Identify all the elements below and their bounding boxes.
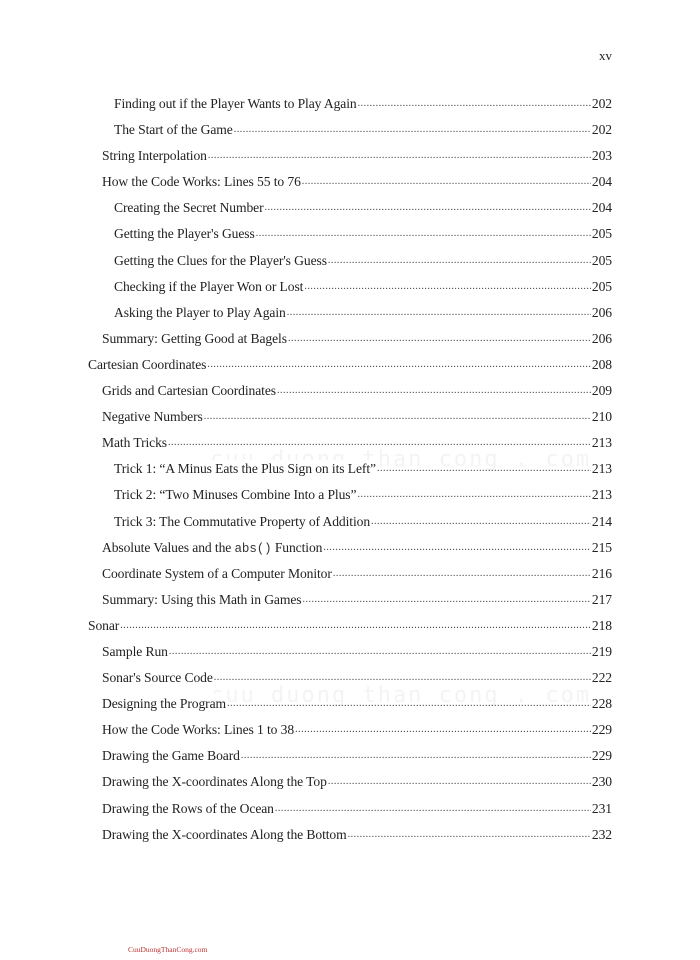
toc-entry-page: 209 xyxy=(591,383,612,399)
toc-entry[interactable] xyxy=(88,800,612,826)
title-text: Function xyxy=(271,539,323,555)
toc-entry[interactable] xyxy=(88,225,612,251)
toc-entry-title: Grids and Cartesian Coordinates xyxy=(102,382,277,408)
toc-entry-page: 217 xyxy=(591,591,612,607)
toc-entry-title xyxy=(102,539,323,565)
toc-entry[interactable] xyxy=(88,617,612,643)
dot-leader xyxy=(207,356,591,382)
toc-entry-title: Trick 1: “A Minus Eats the Plus Sign on its Left” xyxy=(114,460,377,486)
toc-entry-title: Sonar xyxy=(88,617,120,643)
toc-entry[interactable] xyxy=(88,304,612,330)
toc-entry-page: 216 xyxy=(591,565,612,581)
toc-entry-title: Coordinate System of a Computer Monitor xyxy=(102,565,333,591)
toc-entry-page: 210 xyxy=(591,409,612,425)
dot-leader xyxy=(204,408,591,434)
toc-entry[interactable] xyxy=(88,669,612,695)
dot-leader xyxy=(328,252,591,278)
toc-entry-page: 218 xyxy=(591,617,612,633)
toc-entry-page: 202 xyxy=(591,96,612,111)
footer-source: CuuDuongThanCong.com xyxy=(128,945,208,954)
toc-entry-title: Drawing the Rows of the Ocean xyxy=(102,800,275,826)
toc-entry-page: 205 xyxy=(591,252,612,268)
dot-leader xyxy=(277,382,591,408)
toc-entry[interactable] xyxy=(88,173,612,199)
dot-leader xyxy=(227,695,591,721)
toc-entry-title: The Start of the Game xyxy=(114,121,234,147)
toc-entry-page: 213 xyxy=(591,461,612,477)
toc-entry-page: 213 xyxy=(591,435,612,451)
toc-entry-title: Drawing the X-coordinates Along the Top xyxy=(102,773,328,799)
dot-leader xyxy=(358,95,591,121)
toc-entry[interactable] xyxy=(88,695,612,721)
toc-entry-title: Asking the Player to Play Again xyxy=(114,304,287,330)
toc-entry-title: Summary: Using this Math in Games xyxy=(102,591,302,617)
toc-entry-page: 231 xyxy=(591,800,612,816)
dot-leader xyxy=(120,617,591,643)
toc-entry[interactable] xyxy=(88,278,612,304)
toc-entry-page: 219 xyxy=(591,643,612,659)
dot-leader xyxy=(265,199,591,225)
toc-entry-page: 214 xyxy=(591,513,612,529)
dot-leader xyxy=(304,278,591,304)
dot-leader xyxy=(256,225,591,251)
table-of-contents xyxy=(88,95,612,852)
dot-leader xyxy=(328,773,591,799)
toc-entry-title: Summary: Getting Good at Bagels xyxy=(102,330,288,356)
toc-entry[interactable] xyxy=(88,147,612,173)
toc-entry[interactable] xyxy=(88,95,612,121)
toc-entry[interactable] xyxy=(88,747,612,773)
dot-leader xyxy=(302,173,591,199)
toc-entry-title: Trick 3: The Commutative Property of Addition xyxy=(114,513,371,539)
dot-leader xyxy=(241,747,591,773)
toc-entry[interactable] xyxy=(88,643,612,669)
toc-entry-title: Negative Numbers xyxy=(102,408,204,434)
toc-entry-page: 228 xyxy=(591,696,612,712)
toc-entry-page: 232 xyxy=(591,826,612,842)
toc-entry[interactable] xyxy=(88,330,612,356)
toc-entry-page: 229 xyxy=(591,722,612,738)
toc-entry-page: 222 xyxy=(591,670,612,686)
toc-entry-title: Getting the Clues for the Player's Guess xyxy=(114,252,328,278)
toc-entry-title: Creating the Secret Number xyxy=(114,199,265,225)
toc-entry[interactable] xyxy=(88,356,612,382)
toc-entry-page: 204 xyxy=(591,200,612,216)
title-code: abs() xyxy=(234,541,272,556)
title-text: Absolute Values and the xyxy=(102,539,235,555)
toc-entry[interactable] xyxy=(88,486,612,512)
toc-entry[interactable] xyxy=(88,121,612,147)
toc-entry-page: 206 xyxy=(591,304,612,320)
toc-entry[interactable] xyxy=(88,408,612,434)
toc-entry-title: Math Tricks xyxy=(102,434,168,460)
toc-entry[interactable] xyxy=(88,565,612,591)
toc-entry[interactable] xyxy=(88,773,612,799)
page-number: xv xyxy=(599,48,612,63)
toc-entry-title: Designing the Program xyxy=(102,695,227,721)
dot-leader xyxy=(169,643,591,669)
toc-entry-page: 213 xyxy=(591,487,612,503)
dot-leader xyxy=(377,460,591,486)
toc-entry-page: 206 xyxy=(591,330,612,346)
toc-entry[interactable] xyxy=(88,252,612,278)
toc-entry-title: Checking if the Player Won or Lost xyxy=(114,278,304,304)
dot-leader xyxy=(371,513,591,539)
dot-leader xyxy=(287,304,591,330)
toc-entry-title: Sample Run xyxy=(102,643,169,669)
toc-entry-page: 208 xyxy=(591,356,612,372)
dot-leader xyxy=(234,121,591,147)
toc-entry-page: 203 xyxy=(591,148,612,164)
toc-entry-title: How the Code Works: Lines 55 to 76 xyxy=(102,173,302,199)
dot-leader xyxy=(323,539,591,565)
toc-entry-title: Trick 2: “Two Minuses Combine Into a Plus” xyxy=(114,486,357,512)
toc-entry[interactable] xyxy=(88,826,612,852)
toc-entry[interactable] xyxy=(88,199,612,225)
toc-entry-page: 202 xyxy=(591,122,612,138)
toc-entry-title: How the Code Works: Lines 1 to 38 xyxy=(102,721,295,747)
dot-leader xyxy=(357,486,590,512)
toc-entry[interactable] xyxy=(88,721,612,747)
toc-entry-title: String Interpolation xyxy=(102,147,208,173)
dot-leader xyxy=(295,721,591,747)
dot-leader xyxy=(348,826,591,852)
toc-entry[interactable] xyxy=(88,591,612,617)
toc-entry-title: Finding out if the Player Wants to Play Again xyxy=(114,95,358,121)
dot-leader xyxy=(275,800,591,826)
dot-leader xyxy=(168,434,591,460)
toc-entry-title: Getting the Player's Guess xyxy=(114,225,256,251)
dot-leader xyxy=(208,147,591,173)
toc-entry[interactable] xyxy=(88,539,612,565)
dot-leader xyxy=(214,669,591,695)
toc-entry[interactable] xyxy=(88,460,612,486)
dot-leader xyxy=(333,565,591,591)
toc-entry-title: Sonar's Source Code xyxy=(102,669,214,695)
toc-entry-page: 204 xyxy=(591,174,612,190)
toc-entry-page: 205 xyxy=(591,278,612,294)
toc-entry-page: 229 xyxy=(591,748,612,764)
toc-entry-page: 205 xyxy=(591,226,612,242)
dot-leader xyxy=(302,591,590,617)
toc-entry[interactable] xyxy=(88,513,612,539)
toc-entry-title: Cartesian Coordinates xyxy=(88,356,207,382)
toc-entry-page: 215 xyxy=(591,539,612,555)
dot-leader xyxy=(288,330,591,356)
toc-entry-page: 230 xyxy=(591,774,612,790)
toc-entry-title: Drawing the Game Board xyxy=(102,747,241,773)
toc-entry[interactable] xyxy=(88,434,612,460)
toc-entry[interactable] xyxy=(88,382,612,408)
toc-entry-title: Drawing the X-coordinates Along the Bottom xyxy=(102,826,348,852)
